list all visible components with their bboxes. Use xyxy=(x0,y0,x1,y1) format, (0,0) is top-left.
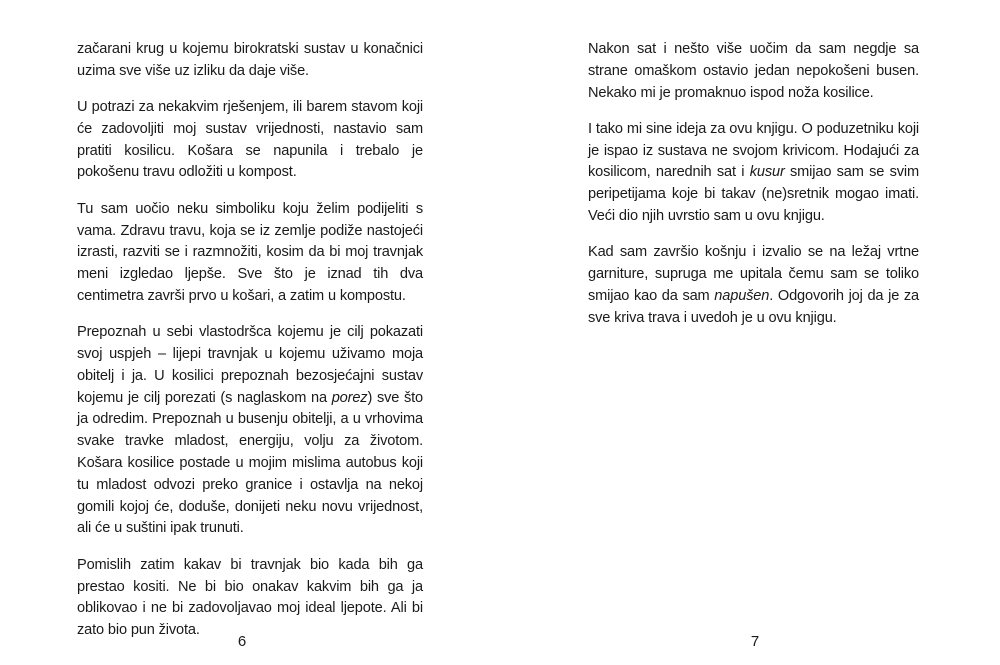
paragraph: začarani krug u kojemu birokratski sustav u konačnici uzima sve više uz izliku da daje više. xyxy=(77,41,423,79)
italic-word: porez xyxy=(331,389,368,406)
italic-word: napušen xyxy=(714,287,770,304)
paragraph: Nakon sat i nešto više uočim da sam negdje sa strane omaškom ostavio jedan nepokošeni busen. Nekako mi je promaknuo ispod noža kosilice. xyxy=(588,41,919,101)
page-7 xyxy=(500,0,1000,665)
page-7-text xyxy=(588,39,919,344)
paragraph: Pomislih zatim kakav bi travnjak bio kada bih ga prestao kositi. Ne bi bio onakav kakvim bih ga ja oblikovao i ne bi zadovoljavao moj ideal ljepote. Ali bi zato bio pun života. xyxy=(77,556,423,639)
italic-word: kusur xyxy=(749,164,785,181)
paragraph: I tako mi sine ideja za ovu knjigu. O poduzetniku koji je ispao iz sustava ne svojom krivicom. Hodajući za kosilicom, narednih sat i kusur smijao sam se svim peripetijama koje bi takav (ne)sretnik mogao imati. Veći dio njih uvrstio sam u ovu knjigu. xyxy=(588,120,919,225)
page-number: 7 xyxy=(750,633,760,650)
paragraph: Tu sam uočio neku simboliku koju želim podijeliti s vama. Zdravu travu, koja se iz zemlje podiže nastojeći izrasti, razviti se i razmnožiti, kosim da bi moj travnjak meni izgledao ljepše. Sve što je iznad tih dva centimetra završi prvo u košari, a zatim u kompostu. xyxy=(77,200,423,304)
page-number: 6 xyxy=(237,633,247,650)
paragraph: U potrazi za nekakvim rješenjem, ili barem stavom koji će zadovoljiti moj sustav vrijednosti, nastavio sam pratiti kosilicu. Košara se napunila i trebalo je pokošenu travu odložiti u kompost. xyxy=(77,99,423,181)
paragraph: Prepoznah u sebi vlastodršca kojemu je cilj pokazati svoj uspjeh – lijepi travnjak u kojemu uživamo moja obitelj i ja. U kosilici prepoznah bezosjećajni sustav kojemu je cilj porezati (s naglaskom na porez) sve što ja odredim. Prepoznah u busenju obitelji, a u vrhovima svake travke mladost, energiju, volju za životom. Košara kosilice postade u mojim mislima autobus koji tu mladost odvozi preko granice i ostavlja na nekoj gomili kojoj će, doduše, donijeti neku novu vrijednost, ali će u suštini ipak trunuti. xyxy=(77,324,423,537)
paragraph: Kad sam završio košnju i izvalio se na ležaj vrtne garniture, supruga me upitala čemu sam se toliko smijao kao da sam napušen. Odgovorih joj da je za sve kriva trava i uvedoh je u ovu knjigu. xyxy=(588,244,919,326)
page-6-text xyxy=(77,39,423,656)
